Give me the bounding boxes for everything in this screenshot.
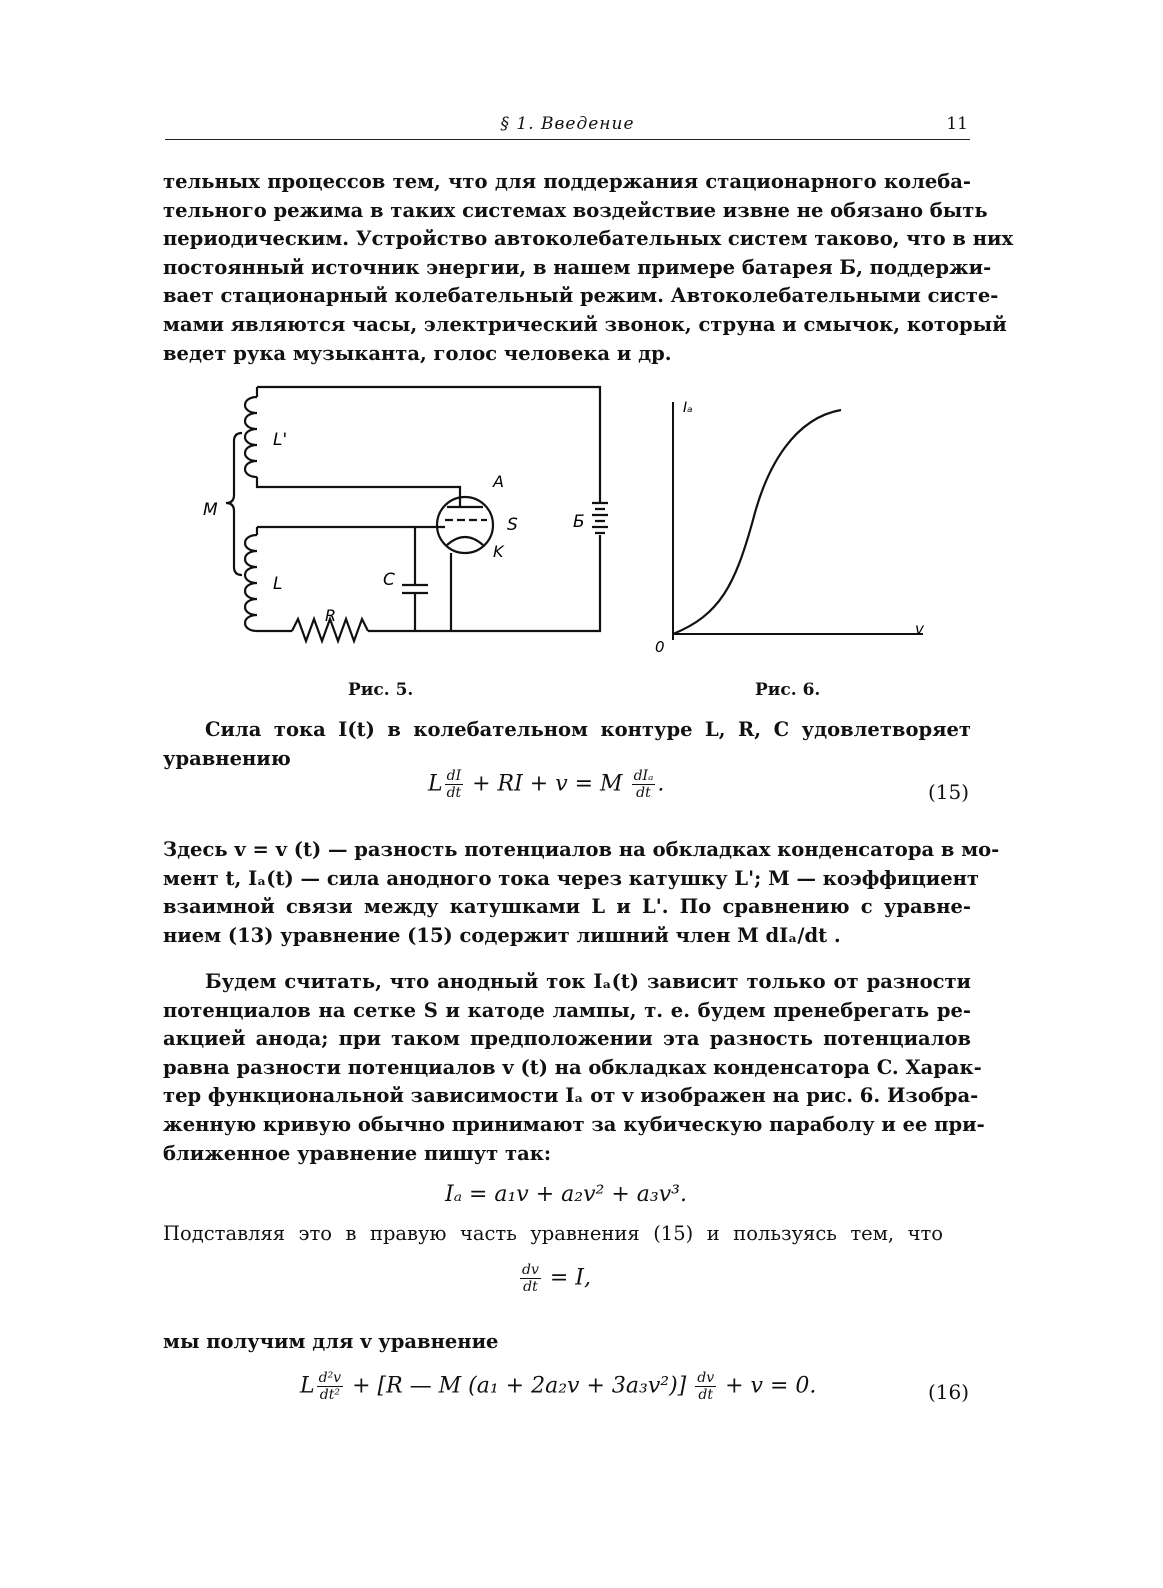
equation-cubic: Iₐ = a₁v + a₂v² + a₃v³. (445, 1182, 687, 1207)
paragraph-definitions (163, 836, 1000, 950)
fraction-dI-dt: $\frac{dI}{dt}$ (446, 768, 462, 801)
origin-label: 0 (655, 638, 665, 656)
equation-16: L $\frac{\text{d²v}}{\text{dt²}}$ + [R — M (a₁ + 2a₂v + 3a₃v²)] $\frac{dv}{dt}$ + v = 0. (300, 1370, 817, 1403)
paragraph-intro (163, 168, 1014, 368)
text-line: потенциалов на сетке S и катоде лампы, т. е. будем пренебрегать ре- (163, 998, 971, 1022)
text-line: ведет рука музыканта, голос человека и др. (163, 341, 672, 365)
text-line: Будем считать, что анодный ток Iₐ(t) зависит только от разности (205, 970, 971, 993)
section-title: § 1. Введение (500, 114, 635, 134)
text-line: мент t, Iₐ(t) — сила анодного тока через катушку L'; M — коэффициент (163, 866, 979, 890)
fraction-dv-dt: $\frac{dv}{dt}$ (522, 1262, 539, 1295)
characteristic-curve (673, 410, 841, 634)
label-C: C (383, 570, 395, 590)
text-line: мы получим для v уравнение (163, 1330, 499, 1353)
eq-term: + RI + v = M (472, 771, 623, 797)
text-line: Сила тока I(t) в колебательном контуре L, R, C удовлетворяет (205, 718, 971, 741)
label-R: R (325, 606, 337, 625)
text-line: тер функциональной зависимости Iₐ от v изображен на рис. 6. Изобра- (163, 1084, 979, 1108)
fraction-d2v-dt2: $\frac{\text{d²v}}{\text{dt²}}$ (318, 1370, 342, 1403)
text-line: Подставляя это в правую часть уравнения (15) и пользуясь тем, что (163, 1222, 943, 1245)
equation-15-number: (15) (928, 780, 970, 804)
text-line: равна разности потенциалов v (t) на обкладках конденсатора C. Харак- (163, 1055, 982, 1079)
equation-15: L $\frac{dI}{dt}$ + RI + v = M $\frac{\text{dIₐ}}{dt}$ . (428, 768, 665, 801)
text-line: тельных процессов тем, что для поддержания стационарного колеба- (163, 170, 971, 193)
text-line: периодическим. Устройство автоколебательных систем таково, что в них (163, 227, 1014, 251)
label-M: M (203, 500, 218, 520)
figure-5-circuit (195, 375, 625, 665)
text-line: Здесь v = v (t) — разность потенциалов на обкладках конденсатора в мо- (163, 838, 1000, 861)
figure-6-caption: Рис. 6. (755, 680, 821, 700)
label-L-prime: L' (273, 430, 288, 450)
eq-term: + v = 0. (725, 1373, 817, 1399)
text-line: акцией анода; при таком предположении эта разность потенциалов (163, 1027, 971, 1051)
label-B: Б (573, 512, 585, 532)
label-K: K (493, 542, 504, 561)
running-header (165, 112, 970, 142)
figure-6-curve (645, 390, 935, 660)
eq-term: = I, (549, 1265, 591, 1291)
x-axis-label: v (915, 620, 924, 638)
text-line: мами являются часы, электрический звонок, струна и смычок, который (163, 312, 1007, 336)
header-rule (165, 139, 970, 140)
text-line: взаимной связи между катушками L и L'. По сравнению с уравне- (163, 895, 971, 919)
figure-5-caption: Рис. 5. (348, 680, 414, 700)
page-number: 11 (946, 114, 968, 134)
eq-term: L (428, 771, 443, 797)
paragraph-assumption (163, 968, 985, 1168)
eq-term: + [R — M (a₁ + 2a₂v + 3a₃v²)] (352, 1373, 687, 1399)
text-line: вает стационарный колебательный режим. Автоколебательными систе- (163, 284, 999, 308)
label-S: S (507, 515, 518, 535)
fraction-dIa-dt: $\frac{\text{dIₐ}}{dt}$ (633, 768, 654, 801)
text-line: ближенное уравнение пишут так: (163, 1141, 552, 1165)
paragraph-current (163, 716, 971, 773)
paragraph-result (163, 1328, 763, 1357)
label-L: L (273, 574, 283, 594)
text-line: уравнению (163, 746, 291, 770)
y-axis-label: Iₐ (683, 400, 693, 416)
equation-dv-dt (518, 1262, 591, 1295)
text-line: женную кривую обычно принимают за кубическую параболу и ее при- (163, 1112, 985, 1136)
label-A: A (493, 472, 504, 491)
text-line: нием (13) уравнение (15) содержит лишний член M dIₐ/dt . (163, 923, 841, 947)
text-line: тельного режима в таких системах воздействие извне не обязано быть (163, 198, 988, 222)
paragraph-substitution (163, 1220, 943, 1249)
equation-16-number: (16) (928, 1380, 970, 1404)
fraction-dv-dt-2: $\frac{dv}{dt}$ (697, 1370, 715, 1403)
text-line: постоянный источник энергии, в нашем примере батарея Б, поддержи- (163, 255, 992, 279)
